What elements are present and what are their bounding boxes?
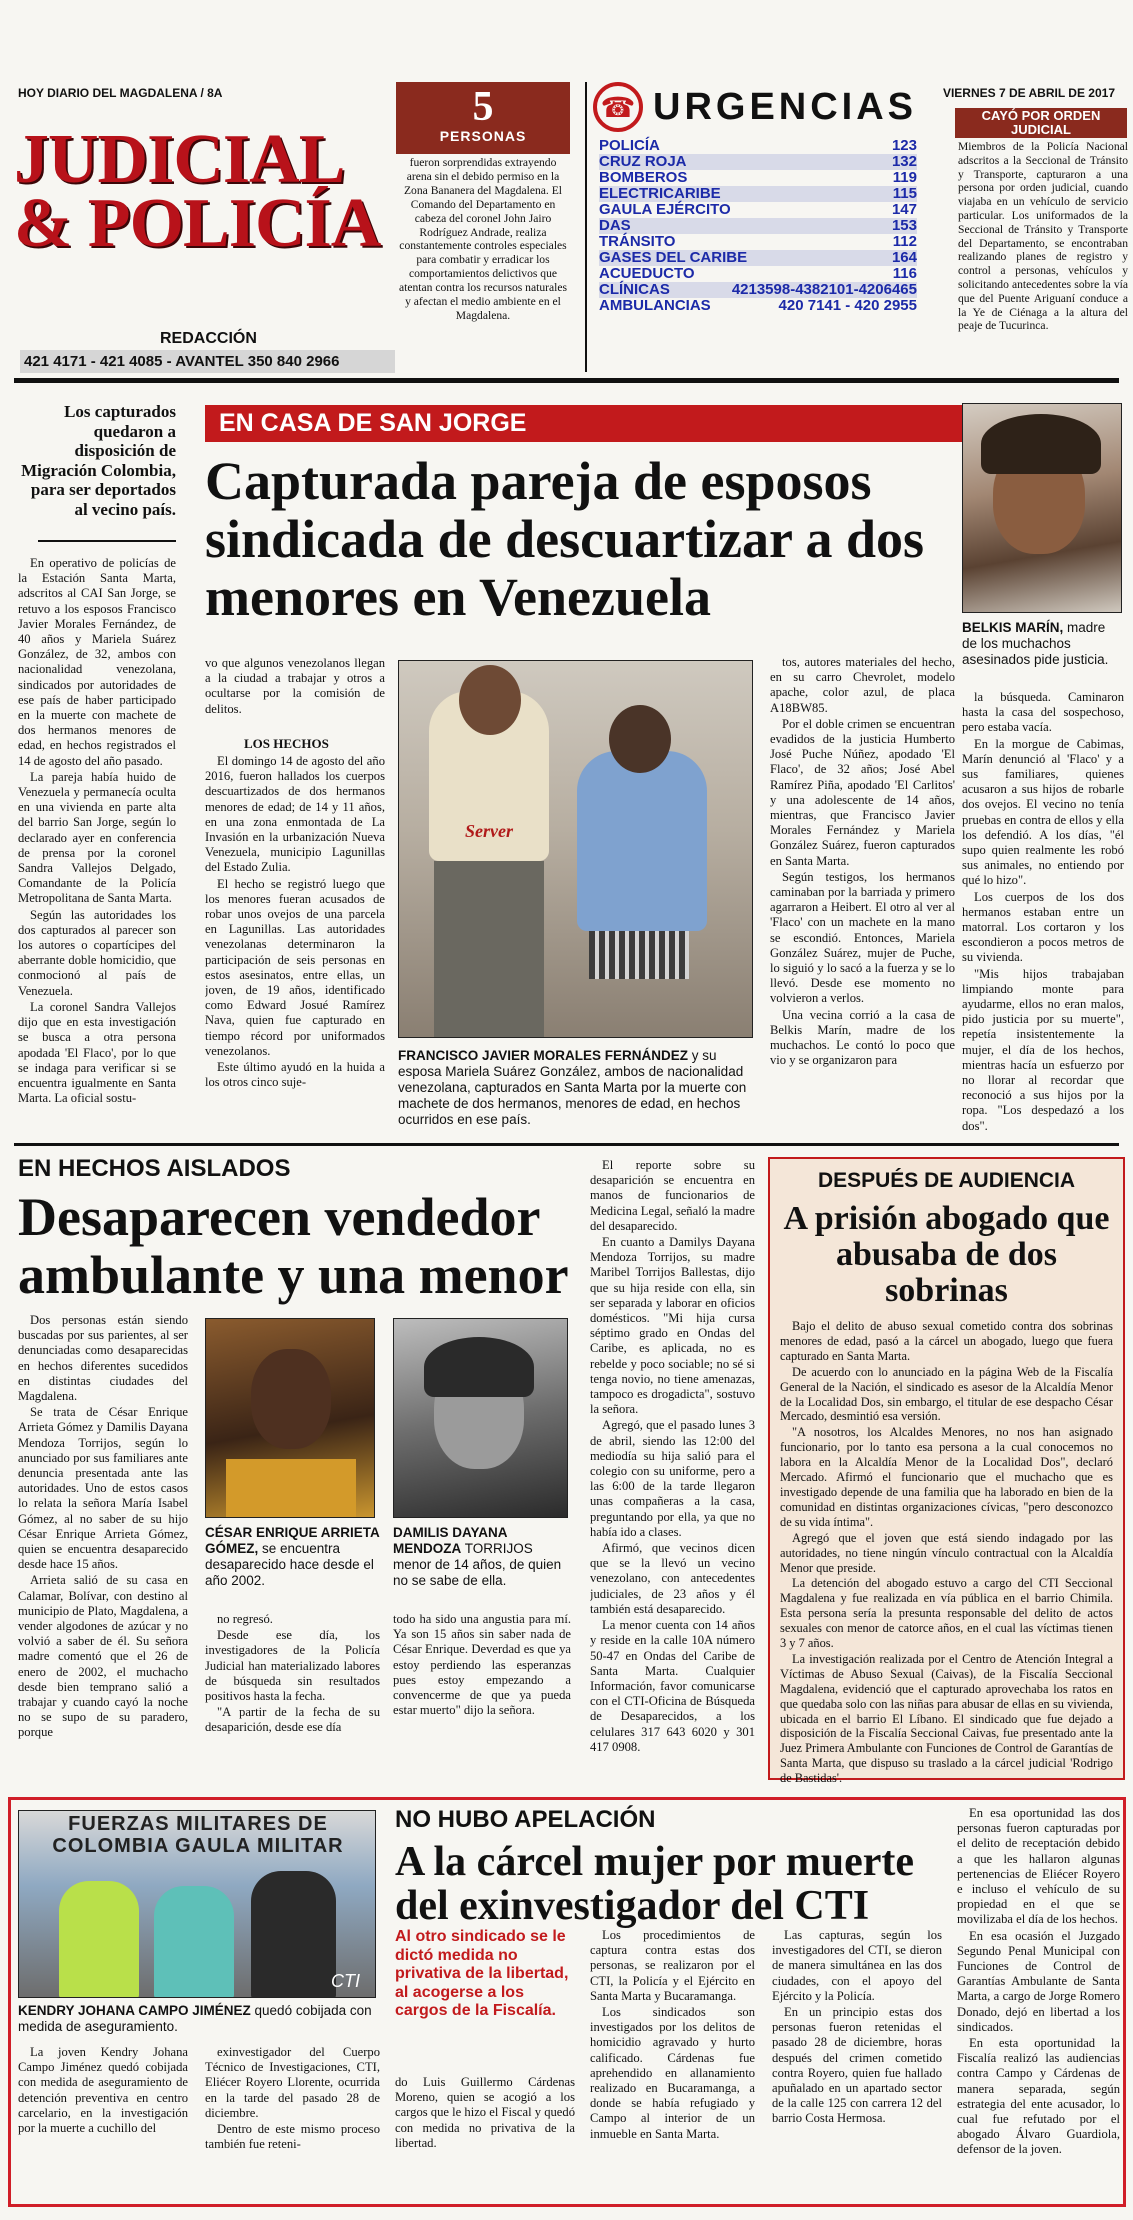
paragraph: Este último ayudó en la huida a los otros cinco suje-: [205, 1060, 385, 1090]
caption-text: quedó cobijada con medida de aseguramiento.: [18, 2003, 372, 2034]
woman-head: [609, 705, 671, 773]
story4-col4: [590, 1928, 755, 2198]
story1-rule: [14, 1143, 1119, 1146]
story1-subhead: LOS HECHOS: [244, 736, 329, 751]
urgencias-number: 116: [892, 265, 917, 282]
story1-col3: [770, 655, 955, 1137]
story2-col2: [205, 1612, 380, 1788]
man-head: [459, 665, 521, 735]
urgencias-name: BOMBEROS: [599, 169, 688, 186]
woman-figure: [59, 1881, 139, 1998]
paragraph: El reporte sobre su desaparición se encuentra en manos de funcionarios de Medicina Legal, señaló la madre del desaparecido.: [590, 1158, 755, 1233]
urgencias-name: CLÍNICAS: [599, 281, 670, 298]
urgencias-number: 123: [891, 137, 917, 154]
belkis-hair: [981, 414, 1101, 474]
urgencias-row: [599, 266, 917, 282]
header-rule: [14, 378, 1119, 383]
paragraph: Arrieta salió de su casa en Calamar, Bolívar, con destino al municipio de Plato, Magdalena, a vender algodones de azúcar y no volvió a saber de él. Su señora madre comentó que el 26 de enero de 2002, el muchacho desde bien temprano salió a trabajar y cuando cayó la noche no se supo de su paradero, porque: [18, 1573, 188, 1740]
story3-headline: A prisión abogado que abusaba de dos sobrinas: [783, 1200, 1110, 1309]
woman-figure: [577, 751, 707, 931]
story1-col2: [205, 754, 385, 1138]
urgencias-row: [599, 170, 917, 186]
urgencias-number: 132: [891, 153, 917, 170]
kendry-photo: [18, 1810, 376, 1998]
urgencias-name: AMBULANCIAS: [599, 297, 711, 314]
urgencias-name: POLICÍA: [599, 137, 660, 154]
urgencias-name: ELECTRICARIBE: [599, 185, 721, 202]
story2-col3-bottom: todo ha sido una angustia para mí. Ya son 15 años sin saber nada de César Enrique. Deverdad es que ya estoy perdiendo las esperanzas pues estoy empezando a convencerme de que ya pueda estar muerto" dijo la señora.: [393, 1612, 571, 1718]
redaccion-phones: 421 4171 - 421 4085 - AVANTEL 350 840 2966: [20, 350, 395, 373]
teaser-text: fueron sorprendidas extrayendo arena sin el debido permiso en la Zona Bananera del Magdalena. El Comando del Departamento en cabeza del coronel John Jairo Rodríguez Andrade, realiza constantemente controles especiales para combatir y erradicar los comportamientos delictivos que atentan contra los recursos naturales y afectan el medio ambiente en el Magdalena.: [398, 156, 568, 322]
story3-box: [768, 1157, 1125, 1786]
story4-lead: Al otro sindicado se le dictó medida no privativa de la libertad, al acogerse a los cargos de la Fiscalía.: [395, 1928, 569, 2019]
urgencias-number: 147: [891, 201, 917, 218]
paragraph: Una vecina corrió a la casa de Belkis Marín, madre de los muchachos. Le contó lo poco que vio y se organizaron para: [770, 1007, 955, 1068]
story2-headline: Desaparecen vendedor ambulante y una menor: [18, 1187, 569, 1305]
story1-kicker: EN CASA DE SAN JORGE: [205, 405, 963, 442]
paragraph: El hecho se registró luego que los menores fueran acusados de robar unos ovejos de una parcela en Lagunillas. Las autoridades venezolanas determinaron la participación de seis personas en estos asesinatos, entre ellas, un joven, de 19 años, identificado como Edward Josué Ramírez Nava, quien fue capturado en tiempo récord por uniformados venezolanos.: [205, 876, 385, 1058]
story4-col2: [205, 2045, 380, 2197]
urgencias-title: URGENCIAS: [653, 85, 918, 128]
cesar-photo: [205, 1318, 375, 1518]
story3-body: [780, 1319, 1113, 1799]
urgencias-number: 119: [892, 169, 917, 186]
paragraph: La investigación realizada por el Centro de Atención Integral a Víctimas de Abuso Sexual (Caivas), de la Fiscalía Seccional Magdalena, evidenció que el capturado aprovechaba los ratos en que quedaba solo con las niñas para abusar de ellas en su vivienda, ubicada en el barrio El Líbano. El sindicado que fue dejado a disposición de la Fiscalía Seccional Caivas, fue presentado ante la Juez Primera Ambulante con Funciones de Control de Garantías de Santa Marta, que dispuso su traslado a la cárcel judicial 'Rodrigo de Bastidas'.: [780, 1651, 1113, 1786]
sidebar-text: Miembros de la Policía Nacional adscritos a la Seccional de Tránsito y Transporte, capturaron a una persona por orden judicial, cuando viajaba en un vehículo de servicio particular. Los uniformados de la Seccional de Tránsito y Transporte del Departamento, se encontraban realizando planes de registro y control a personas, vehículos y solicitando antecedentes sobre la vía que del Puente Ariguaní conduce a la Ye de Ciénaga a la altura del peaje de Tucurinca.: [958, 140, 1128, 333]
paragraph: exinvestigador del Cuerpo Técnico de Investigaciones, CTI, Eliécer Royero Llorente, ocurrida en la tarde del pasado 28 de diciembre.: [205, 2045, 380, 2120]
couple-photo: [398, 660, 753, 1038]
paragraph: De acuerdo con lo anunciado en la página Web de la Fiscalía General de la Nación, el sindicado es asesor de la Alcaldía Menor de la Localidad Dos, sin embargo, el titular de ese despacho César Mercado, desmintió esa versión.: [780, 1364, 1113, 1424]
section-title: [14, 121, 394, 262]
urgencias-name: CRUZ ROJA: [599, 153, 687, 170]
urgencias-name: GASES DEL CARIBE: [599, 249, 748, 266]
cesar-shirt: [226, 1459, 356, 1518]
urgencias-row: [599, 298, 917, 314]
paragraph: Los cuerpos de los dos hermanos estaban entre un matorral. Los cortaron y los escondieron a pocos metros de su vivienda.: [962, 889, 1124, 965]
cesar-caption: [205, 1525, 380, 1597]
redaccion-label: REDACCIÓN: [160, 330, 257, 347]
paragraph: Las capturas, según los investigadores del CTI, se dieron de manera simultánea en las dos ciudades, con el apoyo del Ejército y la Policía.: [772, 1928, 942, 2003]
paragraph: La pareja había huido de Venezuela y permanecía oculta en una vivienda en parte alta del barrio San Jorge, según lo declarado ayer en conferencia de prensa por la coronel Sandra Vallejos Delgado, Comandante de la Policía Metropolitana de Santa Marta.: [18, 769, 176, 906]
urgencias-list: [599, 138, 917, 314]
urgencias-row: [599, 186, 917, 202]
story1-headline: Capturada pareja de esposos sindicada de descuartizar a dos menores en Venezuela: [205, 451, 925, 627]
caption-text: madre de los muchachos asesinados pide justicia.: [962, 620, 1109, 667]
teaser-number: 5: [472, 84, 494, 130]
paragraph: Dos personas están siendo buscadas por sus parientes, al ser denunciadas como desaparecidas en hechos diferentes sucedidos en distintas ciudades del Magdalena.: [18, 1313, 188, 1404]
man-figure: [154, 1886, 234, 1998]
man-pants: [434, 861, 544, 1038]
paragraph: En esa oportunidad las dos personas fueron capturadas por el delito de receptación debido a que les hallaron algunas pertenencias de Eliécer Royero e incluso el vehículo de su propiedad en el que se movilizaba el día de los hechos.: [957, 1806, 1120, 1927]
urgencias-number: 153: [891, 217, 917, 234]
urgencias-row: [599, 250, 917, 266]
banner-text: FUERZAS MILITARES DE COLOMBIA GAULA MILITAR: [52, 1813, 344, 1857]
story3-kicker: DESPUÉS DE AUDIENCIA: [817, 1169, 1076, 1192]
paragraph: La detención del abogado estuvo a cargo del CTI Seccional Magdalena y fue realizada en vía pública en el barrio Chimila. Esta persona sería la presunta responsable del delito de actos sexuales con menor de catorce años, en el cual las víctimas tienen 3 y 7 años.: [780, 1576, 1113, 1651]
section-title-line2: & POLICÍA: [14, 185, 381, 262]
urgencias-name: ACUEDUCTO: [599, 265, 695, 282]
urgencias-number: 112: [892, 233, 917, 250]
urgencias-row: [599, 202, 917, 218]
belkis-photo: [962, 403, 1122, 613]
urgencias-box: [585, 82, 925, 372]
urgencias-row: [599, 218, 917, 234]
urgencias-number: 115: [892, 185, 917, 202]
paragraph: En un principio estas dos personas fueron retenidas el pasado 28 de diciembre, horas después del crimen cometido contra Royero, quien fue hallado apuñalado en un apartado sector de la calle 125 con carrera 12 del barrio Costa Hermosa.: [772, 2005, 942, 2126]
paragraph: Los sindicados son investigados por los delitos de homicidio agravado y hurto calificado. Cárdenas fue aprehendido en allanamiento realizado en Bucaramanga, a donde se había refugiado y Campo al interior de un inmueble en Santa Marta.: [590, 2005, 755, 2141]
urgencias-name: DAS: [599, 217, 631, 234]
story1-col2-top: vo que algunos venezolanos llegan a la ciudad a trabajar y otros a ocultarse por la comisión de delitos.: [205, 656, 385, 716]
story4-kicker: NO HUBO APELACIÓN: [395, 1806, 656, 1833]
cti-mark: CTI: [331, 1971, 360, 1991]
belkis-caption: [962, 620, 1124, 680]
urgencias-name: GAULA EJÉRCITO: [599, 201, 731, 218]
caption-bold: DAMILIS DAYANA MENDOZA: [393, 1525, 508, 1556]
cesar-face: [251, 1349, 331, 1449]
story2-col4: [590, 1158, 755, 1788]
urgencias-number: 420 7141 - 420 2955: [778, 297, 917, 314]
kendry-caption: [18, 2003, 378, 2039]
paragraph: Afirmó, que vecinos dicen que se la llevó un vecino venezolano, con antecedentes judiciales, de 23 años y él también está desaparecido.: [590, 1541, 755, 1616]
urgencias-row: [599, 138, 917, 154]
paragraph: En esta oportunidad la Fiscalía realizó las audiencias contra Campo y Cárdenas de manera separada, según estrategia del ente acusador, lo cual fue refutado por el abogado Álvaro Guardiola, defensor de la joven.: [957, 2036, 1120, 2157]
damilis-caption: [393, 1525, 571, 1605]
lead-divider: [38, 540, 176, 542]
paragraph: En cuanto a Damilys Dayana Mendoza Torrijos, su madre Maribel Torrijos Ballestas, dijo que su hija reside con ella, sin ser separada y laborar en oficios domésticos. "Mi hija cursa séptimo grado en Ondas del Caribe, es aplicada, no es rebelde y poco sociable; no sé si tenga novio, no tiene amenazas, tampoco es drogadicta", sostuvo la señora.: [590, 1235, 755, 1417]
urgencias-number: 4213598-4382101-4206465: [731, 281, 917, 298]
damilis-hair: [424, 1337, 534, 1397]
paragraph: no regresó.: [217, 1612, 273, 1626]
story1-col4: [962, 690, 1124, 1138]
story2-kicker: EN HECHOS AISLADOS: [18, 1155, 291, 1182]
story4-col6: [957, 1806, 1120, 2200]
story1-lead: Los capturados quedaron a disposición de Migración Colombia, para ser deportados al vecino país.: [21, 402, 176, 519]
teaser-box: [396, 82, 570, 154]
urgencias-number: 164: [891, 249, 917, 266]
urgencias-row: [599, 154, 917, 170]
paragraph: Por el doble crimen se encuentran evadidos de la justicia Humberto José Puche Núñez, apodado 'El Flaco', de 32 años; José Abel Ramírez Piña, apodado 'El Carlitos' y una adolescente de 14 años, mientras, que Francisco Javier Morales Fernández y Mariela González Suárez, fueron capturados en Santa Marta.: [770, 716, 955, 868]
paragraph: En la morgue de Cabimas, Marín denunció al 'Flaco' y a sus familiares, quienes acusaron a sus hijos de robarle dos ovejos. El vecino no tenía pruebas en contra de ellos y ella los defendió. A los días, "él supo quien realmente les robó sus animales, no entiendo por qué lo hizo".: [962, 736, 1124, 888]
paragraph: La menor cuenta con 14 años y reside en la calle 10A número 50-47 en Ondas del Caribe de Santa Marta. Cualquier Información, favor comunicarse con el CTI-Oficina de Búsqueda de Desaparecidos, a los celulares 317 643 6020 y 301 417 0908.: [590, 1618, 755, 1754]
caption-text: TORRIJOS menor de 14 años, de quien no se sabe de ella.: [393, 1541, 562, 1588]
paragraph: la búsqueda. Caminaron hasta la casa del sospechoso, pero estaba vacía.: [962, 690, 1124, 735]
urgencias-name: TRÁNSITO: [599, 233, 676, 250]
urgencias-row: [599, 282, 917, 298]
shirt-text: Server: [465, 821, 513, 841]
paragraph: Bajo el delito de abuso sexual cometido contra dos sobrinas menores de edad, pasó a la cárcel un abogado, luego que fuera capturado en Santa Marta.: [780, 1319, 1113, 1363]
paragraph: Los procedimientos de captura contra estas dos personas, se realizaron por el CTI, la Policía y el Ejército en Santa Marta y Bucaramanga.: [590, 1928, 755, 2003]
caption-text: se encuentra desaparecido hace desde el año 2002.: [205, 1541, 374, 1588]
paragraph: Agregó que el joven que está siendo indagado por las autoridades, no tiene ningún vínculo contractual con la Alcaldía Menor que preside.: [780, 1530, 1113, 1575]
paragraph: "A partir de la fecha de su desaparición, desde ese día: [205, 1705, 380, 1735]
story1-col1: [18, 556, 176, 1136]
story2-col1: [18, 1313, 188, 1787]
couple-caption: [398, 1048, 753, 1132]
caption-bold: BELKIS MARÍN,: [962, 620, 1064, 635]
paragraph: La coronel Sandra Vallejos dijo que en esta investigación se busca a otra persona apodada 'El Flaco', por lo que se indaga para verificar si se encuentra igualmente en Santa Marta. La oficial sostu-: [18, 999, 176, 1106]
sidebar-kicker: CAYÓ POR ORDEN JUDICIAL: [955, 108, 1127, 138]
caption-bold: FRANCISCO JAVIER MORALES FERNÁNDEZ: [398, 1048, 689, 1063]
story4-col3-bottom: do Luis Guillermo Cárdenas Moreno, quien se acogió a los cargos que le hizo el Fiscal y quedó con medida no privativa de la libertad.: [395, 2075, 575, 2150]
urgencias-row: [599, 234, 917, 250]
teaser-label: PERSONAS: [439, 128, 527, 144]
paragraph: Dentro de este mismo proceso también fue reteni-: [205, 2122, 380, 2152]
caption-text: y su esposa Mariela Suárez González, ambos de nacionalidad venezolana, capturados en Santa Marta por la muerte con machete de dos hermanos, menores de edad, en hechos ocurridos en ese país.: [398, 1048, 747, 1127]
paper-folio: HOY DIARIO DEL MAGDALENA / 8A: [18, 86, 223, 100]
story4-col1: [18, 2045, 188, 2197]
paragraph: tos, autores materiales del hecho, en su carro Chevrolet, modelo apache, color azul, de placa A18BW85.: [770, 655, 955, 715]
caption-bold: CÉSAR ENRIQUE ARRIETA GÓMEZ,: [205, 1525, 380, 1556]
phone-icon: ☎: [593, 82, 643, 132]
paragraph: Se trata de César Enrique Arrieta Gómez y Damilis Dayana Mendoza Torrijos, según lo anunciado por sus familiares ante denuncia presentada ante las autoridades. Uno de estos casos lo relata la señora María Isabel Gómez, al no saber de su hijo César Enrique Arrieta Gómez, quien se encuentra desaparecido desde hace 15 años.: [18, 1405, 188, 1572]
paragraph: Desde ese día, los investigadores de la Policía Judicial han materializado labores de búsqueda sin resultados positivos hasta la fecha.: [205, 1628, 380, 1704]
paragraph: Según las autoridades los dos capturados al parecer son los autores o copartícipes del aberrante doble homicidio, que conmocionó al país de Venezuela.: [18, 907, 176, 998]
caption-bold: KENDRY JOHANA CAMPO JIMÉNEZ: [18, 2003, 251, 2018]
paragraph: En esa ocasión el Juzgado Segundo Penal Municipal con Funciones de Control de Garantías Ambulante de Santa Marta, a cargo de Jorge Romero Donado, dejó en libertad a los sindicados.: [957, 1928, 1120, 2034]
section-title-line1: JUDICIAL: [14, 121, 345, 198]
paragraph: "Mis hijos trabajaban limpiando monte para ayudarme, ellos no eran malos, pido justicia por su muerte", repetía insistentemente la mujer, el día de los hechos, mientras hacía un esfuerzo por no llorar al recordar que reconoció a sus hijos por la ropa. "Los despedazó a los dos".: [962, 966, 1124, 1133]
officer-figure: [251, 1871, 336, 1998]
woman-shorts: [589, 931, 689, 979]
damilis-photo: [393, 1318, 568, 1518]
paragraph: Agregó, que el pasado lunes 3 de abril, siendo las 12:00 del mediodía su hija salió para el colegio con su uniforme, pero a las 6:00 de la tarde llegaron unas compañeras a la casa, preguntando por ella, ya que no había ido a clases.: [590, 1418, 755, 1539]
paragraph: En operativo de policías de la Estación Santa Marta, adscritos al CAI San Jorge, se retuvo a los esposos Francisco Javier Morales Fernández, de 40 años y Mariela Suárez González, de 32, ambos con nacionalidad venezolana, sindicados por autoridades de ese país de haber participado en la muerte con machete de dos hermanos menores de edad, en hechos registrados el 14 de agosto del año pasado.: [18, 556, 176, 768]
issue-date: VIERNES 7 DE ABRIL DE 2017: [942, 86, 1115, 100]
story4-headline: A la cárcel mujer por muerte del exinvestigador del CTI: [395, 1839, 915, 1929]
story4-col5: [772, 1928, 942, 2198]
paragraph: Según testigos, los hermanos caminaban por la barriada y primero agarraron a Heibert. El otro al ver al 'Flaco' con un machete en la mano se escondió. Entonces, Mariela González Suárez, mujer de Puche, lo siguió y lo sacó a la fuerza y se lo llevó. Desde ese momento no volvieron a verlos.: [770, 869, 955, 1006]
paragraph: La joven Kendry Johana Campo Jiménez quedó cobijada con medida de aseguramiento de detención preventiva en centro carcelario, en la investigación por la muerte a cuchillo del: [18, 2045, 188, 2136]
paragraph: El domingo 14 de agosto del año 2016, fueron hallados los cuerpos descuartizados de dos hermanos menores de edad; de 14 y 11 años, en una zona enmontada de La Invasión en la urbanización Nueva Venezuela, municipio Lagunillas del Estado Zulia.: [205, 754, 385, 875]
paragraph: "A nosotros, los Alcaldes Menores, no nos han asignado funcionario, por lo tanto esa persona a la cual conocemos no labora en la Alcaldía Menor de la Localidad Dos", declaró Mercado. Afirmó el funcionario que el muchacho que es investigado depende de una familia que ha laborado en bien de la comunidad en distintas organizaciones cívicas, "pero desconozco de su vida íntima".: [780, 1425, 1113, 1529]
